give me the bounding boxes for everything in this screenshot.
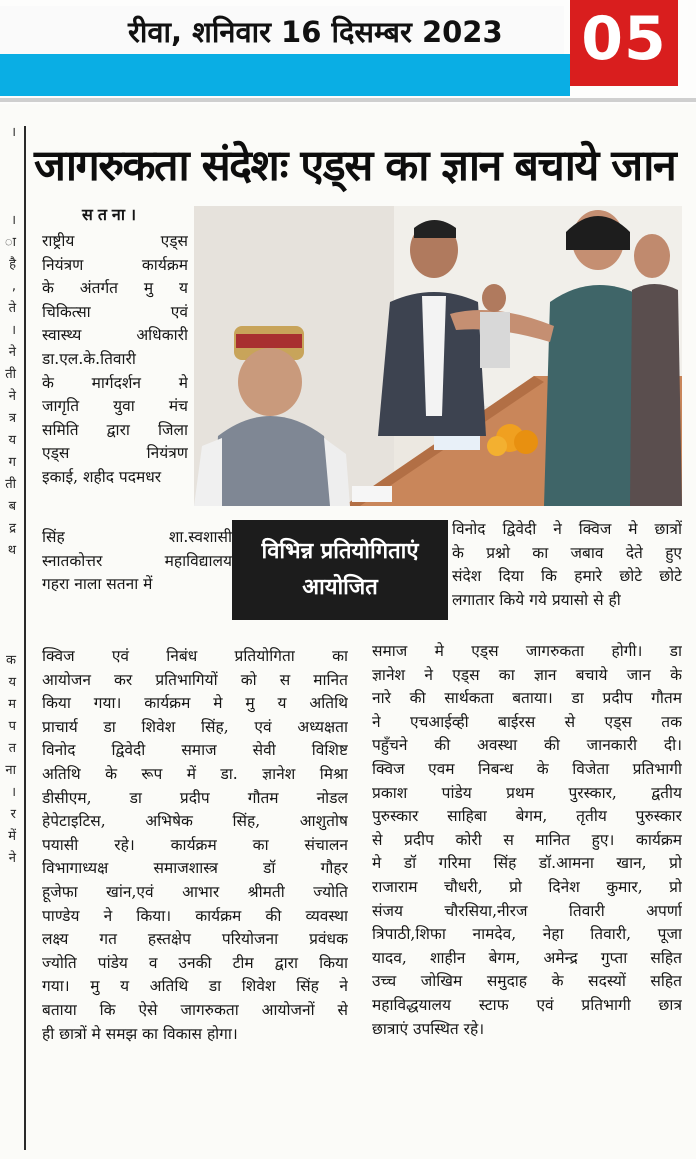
text-line: ही छात्रों मे समझ का विकास होगा। bbox=[42, 1024, 238, 1043]
text-line: नारे की सार्थकता बताया। डा प्रदीप गौतम bbox=[372, 689, 682, 708]
column-divider bbox=[24, 126, 26, 1150]
text-line: बताया कि ऐसे जागरुकता आयोजनों से bbox=[42, 1000, 348, 1019]
text-line: हेपेटाइटिस, अभिषेक सिंह, आशुतोष bbox=[42, 812, 348, 831]
text-line: राष्ट्रीय एड्स bbox=[42, 232, 188, 250]
text-line: ने एचआईव्ही बाईरस से एड्स तक bbox=[372, 712, 682, 731]
text-line: विभागाध्यक्ष समाजशास्त्र डॉ गौहर bbox=[42, 859, 348, 878]
text-line: प्राचार्य डा शिवेश सिंह, एवं अध्यक्षता bbox=[42, 717, 348, 736]
text-line: छात्राएं उपस्थित रहे। bbox=[372, 1019, 485, 1038]
fragment-line: त bbox=[8, 741, 16, 756]
event-photo bbox=[194, 206, 682, 506]
text-line: मे डॉ गरिमा सिंह डॉ.आमना खान, प्रो bbox=[372, 854, 682, 873]
fragment-line: प bbox=[8, 719, 16, 734]
text-line: क्विज एवम निबन्ध के विजेता प्रतिभागी bbox=[372, 759, 682, 778]
fragment-line: ती bbox=[5, 477, 16, 492]
fragment-line bbox=[0, 166, 20, 188]
text-line: आयोजन कर प्रतिभागियों को स मानित bbox=[42, 670, 348, 689]
text-line: अतिथि के रूप में डा. ज्ञानेश मिश्रा bbox=[42, 764, 348, 783]
fragment-line: ने bbox=[8, 389, 16, 404]
fragment-line: म bbox=[8, 697, 16, 712]
text-line: यादव, शाहीन बेगम, अमेन्द्र गुप्ता सहित bbox=[372, 948, 682, 967]
text-line: पहुँचने की अवस्था की जानकारी दी। bbox=[372, 736, 682, 755]
fragment-line: य bbox=[8, 433, 16, 448]
text-line: सिंह शा.स्वशासी bbox=[42, 528, 232, 546]
text-line: महाविद्धयालय स्टाफ एवं प्रतिभागी छात्र bbox=[372, 995, 682, 1014]
text-line: त्रिपाठी,शिफा नामदेव, नेहा तिवारी, पूजा bbox=[372, 925, 682, 944]
body-column-mid bbox=[42, 526, 232, 597]
text-line: के प्रश्नो का जबाव देते हुए bbox=[452, 543, 682, 562]
body-column-narrow bbox=[42, 230, 188, 490]
page-number: 05 bbox=[581, 4, 667, 74]
fragment-line: ते bbox=[8, 301, 16, 316]
fragment-line: ने bbox=[8, 851, 16, 866]
text-line: विनोद द्विवेदी ने क्विज मे छात्रों bbox=[452, 520, 682, 538]
text-line: उच्च जोखिम समुदाह के सदस्यों सहित bbox=[372, 972, 682, 991]
text-line: डा.एल.के.तिवारी bbox=[42, 349, 136, 368]
fragment-line: में bbox=[8, 829, 16, 844]
dateline: रीवा, शनिवार 16 दिसम्बर 2023 bbox=[128, 15, 503, 49]
photo-illustration bbox=[194, 206, 682, 506]
text-line: लक्ष्य गत हस्तक्षेप परियोजना प्रवंधक bbox=[42, 930, 348, 949]
fragment-line: य bbox=[8, 675, 16, 690]
fragment-line: ना bbox=[5, 763, 16, 778]
text-line: स्नातकोत्तर महाविद्यालय bbox=[42, 551, 232, 570]
text-line: गहरा नाला सतना में bbox=[42, 575, 153, 594]
text-line: के मार्गदर्शन मे bbox=[42, 373, 188, 392]
text-line: इकाई, शहीद पदमधर bbox=[42, 467, 162, 486]
fragment-line: है bbox=[9, 257, 16, 272]
fragment-line: ती bbox=[5, 367, 16, 382]
fragment-line bbox=[0, 584, 20, 606]
text-line: विनोद द्विवेदी समाज सेवी विशिष्ट bbox=[42, 741, 348, 760]
fragment-line: क bbox=[6, 653, 16, 668]
text-line: डीसीएम, डा प्रदीप गौतम नोडल bbox=[42, 788, 348, 807]
text-line: पाण्डेय ने किया। कार्यक्रम की व्यवस्था bbox=[42, 906, 348, 925]
header-color-band bbox=[0, 54, 570, 96]
fragment-line: । bbox=[11, 323, 16, 338]
fragment-line: ग bbox=[8, 455, 16, 470]
adjacent-column-fragment bbox=[0, 122, 20, 1152]
text-line: हूजेफा खांन,एवं आभार श्रीमती ज्योति bbox=[42, 882, 348, 901]
text-line: से प्रदीप कोरी स मानित हुए। कार्यक्रम bbox=[372, 830, 682, 849]
subhead-line-1: विभिन्न प्रतियोगिताएं bbox=[261, 539, 419, 564]
body-column-wide bbox=[42, 645, 348, 1046]
text-line: पुरुस्कार साहिबा बेगम, तृतीय पुरुस्कार bbox=[372, 807, 682, 826]
fragment-line bbox=[0, 144, 20, 166]
text-line: जागृति युवा मंच bbox=[42, 397, 188, 416]
article-subhead bbox=[232, 520, 448, 620]
fragment-line: र bbox=[10, 807, 16, 822]
body-column-right-top bbox=[452, 518, 682, 612]
text-line: ज्योति पांडेय व उनकी टीम द्वारा किया bbox=[42, 953, 348, 972]
text-line: क्विज एवं निबंध प्रतियोगिता का bbox=[42, 647, 348, 665]
text-line: नियंत्रण कार्यक्रम bbox=[42, 255, 188, 274]
fragment-line: । bbox=[11, 125, 16, 140]
text-line: के अंतर्गत मु य bbox=[42, 279, 188, 298]
fragment-line: । bbox=[11, 785, 16, 800]
fragment-line: ने bbox=[8, 345, 16, 360]
article-headline: जागरुकता संदेशः एड्स का ज्ञान बचाये जान bbox=[34, 141, 676, 191]
fragment-line bbox=[0, 606, 20, 628]
fragment-line: त्र bbox=[8, 411, 16, 426]
fragment-line: द्र bbox=[9, 521, 16, 536]
text-line: चिकित्सा एवं bbox=[42, 302, 188, 321]
text-line: किया गया। कार्यक्रम मे मु य अतिथि bbox=[42, 694, 348, 713]
fragment-line: थ bbox=[7, 543, 16, 558]
fragment-line: ा bbox=[4, 235, 16, 250]
fragment-line bbox=[0, 562, 20, 584]
text-line: ज्ञानेश ने एड्स का ज्ञान बचाये जान के bbox=[372, 665, 682, 684]
subhead-line-2: आयोजित bbox=[302, 575, 378, 600]
fragment-line: , bbox=[11, 279, 16, 294]
text-line: गया। मु य अतिथि डा शिवेश सिंह ने bbox=[42, 977, 348, 996]
text-line: संजय चौरसिया,नीरज तिवारी अपर्णा bbox=[372, 901, 682, 920]
body-column-right bbox=[372, 640, 682, 1041]
fragment-line bbox=[0, 628, 20, 650]
text-line: पयासी रहे। कार्यक्रम का संचालन bbox=[42, 835, 348, 854]
fragment-line: ब bbox=[8, 499, 16, 514]
text-line: संदेश दिया कि हमारे छोटे छोटे bbox=[452, 567, 682, 586]
header-divider bbox=[0, 98, 696, 102]
text-line: राजाराम चौधरी, प्रो दिनेश कुमार, प्रो bbox=[372, 877, 682, 896]
article-place: सतना। bbox=[82, 205, 142, 224]
text-line: समिति द्वारा जिला bbox=[42, 420, 188, 439]
text-line: एड्स नियंत्रण bbox=[42, 444, 188, 463]
text-line: समाज मे एड्स जागरुकता होगी। डा bbox=[372, 642, 682, 660]
text-line: लगातार किये गये प्रयासो से ही bbox=[452, 590, 621, 609]
text-line: प्रकाश पांडेय प्रथम पुरस्कार, द्वतीय bbox=[372, 783, 682, 802]
text-line: स्वास्थ्य अधिकारी bbox=[42, 326, 188, 345]
fragment-line bbox=[0, 188, 20, 210]
fragment-line: । bbox=[11, 213, 16, 228]
